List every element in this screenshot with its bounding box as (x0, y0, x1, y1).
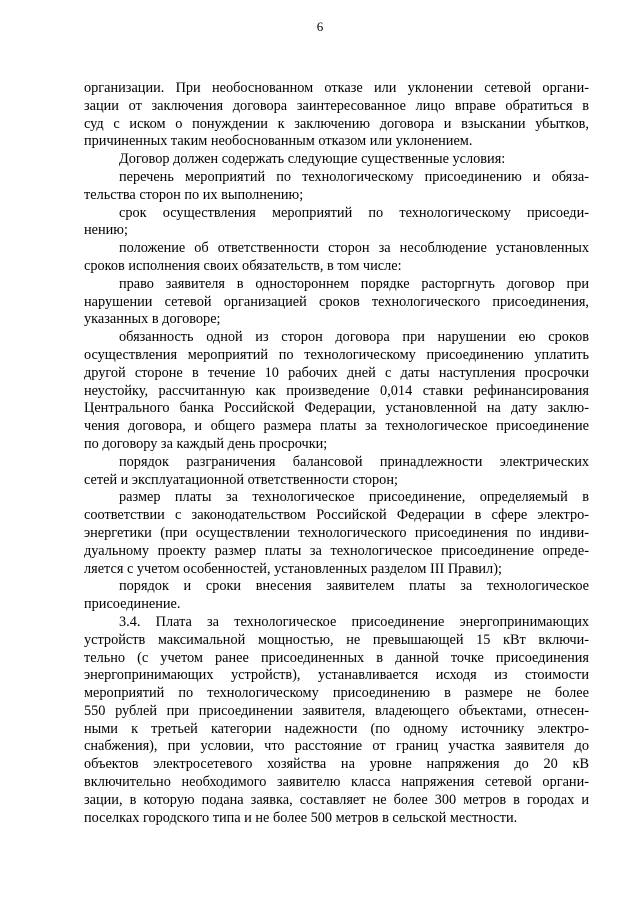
text-line: мероприятий по технологическому присоединению в размере не более (84, 685, 589, 702)
text-line: Договор должен содержать следующие существенные условия: (119, 151, 506, 168)
text-line: зации, в которую подана заявка, составляет не более 300 метров в городах и (84, 791, 589, 808)
text-line: осуществления мероприятий по технологическому присоединению уплатить (84, 346, 589, 363)
text-line: сетей и эксплуатационной ответственности сторон; (84, 471, 398, 488)
document-body (84, 80, 589, 827)
text-line: порядок разграничения балансовой принадлежности электрических (119, 453, 589, 470)
text-line: неустойку, рассчитанную как произведение 0,014 ставки рефинансирования (84, 382, 589, 399)
text-line: суд с иском о понуждении к заключению договора и взыскании убытков, (84, 115, 589, 132)
text-line: ными к третьей категории надежности (по одному источнику электро- (84, 720, 589, 737)
text-line: тельства сторон по их выполнению; (84, 186, 304, 203)
text-line: объектов электросетевого хозяйства на уровне напряжения до 20 кВ (84, 756, 589, 773)
text-line: перечень мероприятий по технологическому присоединению и обяза- (119, 168, 589, 185)
text-line: право заявителя в одностороннем порядке расторгнуть договор при (119, 275, 589, 292)
text-line: энергетики (при осуществлении технологического присоединения по индиви- (84, 524, 589, 541)
text-line: по договору за каждый день просрочки; (84, 435, 328, 452)
text-line: дуальному проекту размер платы за технологическое присоединение опреде- (84, 542, 589, 559)
text-line: присоединение. (84, 596, 181, 613)
text-line: энергопринимающих устройств), устанавливается исходя из стоимости (84, 667, 589, 684)
text-line: 550 рублей при присоединении заявителя, владеющего объектами, отнесен- (84, 702, 589, 719)
text-line: зации от заключения договора заинтересованное лицо вправе обратиться в (84, 97, 589, 114)
text-line: соответствии с законодательством Российской Федерации в сфере электро- (84, 507, 589, 524)
text-line: другой стороне в течение 10 рабочих дней с даты наступления просрочки (84, 364, 589, 381)
text-line: включительно необходимого заявителю класса напряжения сетевой органи- (84, 774, 589, 791)
text-line: сроков исполнения своих обязательств, в том числе: (84, 257, 402, 274)
text-line: причиненных таким необоснованным отказом или уклонением. (84, 133, 473, 150)
text-line: снабжения), при условии, что расстояние от границ участка заявителя до (84, 738, 589, 755)
text-line: организации. При необоснованном отказе или уклонении сетевой органи- (84, 80, 589, 96)
text-line: Центрального банка Российской Федерации, установленной на дату заклю- (84, 400, 589, 417)
text-line: ляется с учетом особенностей, установленных разделом III Правил); (84, 560, 502, 577)
text-line: чения договора, и общего размера платы за технологическое присоединение (84, 418, 589, 435)
text-line: нарушении сетевой организацией сроков технологического присоединения, (84, 293, 589, 310)
text-line: размер платы за технологическое присоединение, определяемый в (119, 489, 589, 506)
text-line: нению; (84, 222, 128, 239)
text-line: срок осуществления мероприятий по технологическому присоеди- (119, 204, 589, 221)
text-line: 3.4. Плата за технологическое присоединение энергопринимающих (119, 613, 589, 630)
text-line: порядок и сроки внесения заявителем платы за технологическое (119, 578, 589, 595)
page-number: 6 (316, 19, 324, 34)
text-line: устройств максимальной мощностью, не превышающей 15 кВт включи- (84, 631, 589, 648)
text-line: обязанность одной из сторон договора при нарушении ею сроков (119, 329, 589, 346)
text-line: указанных в договоре; (84, 311, 221, 328)
text-line: тельно (с учетом ранее присоединенных в данной точке присоединения (84, 649, 589, 666)
text-line: поселках городского типа и не более 500 метров в сельской местности. (84, 809, 518, 826)
text-line: положение об ответственности сторон за несоблюдение установленных (119, 240, 589, 257)
